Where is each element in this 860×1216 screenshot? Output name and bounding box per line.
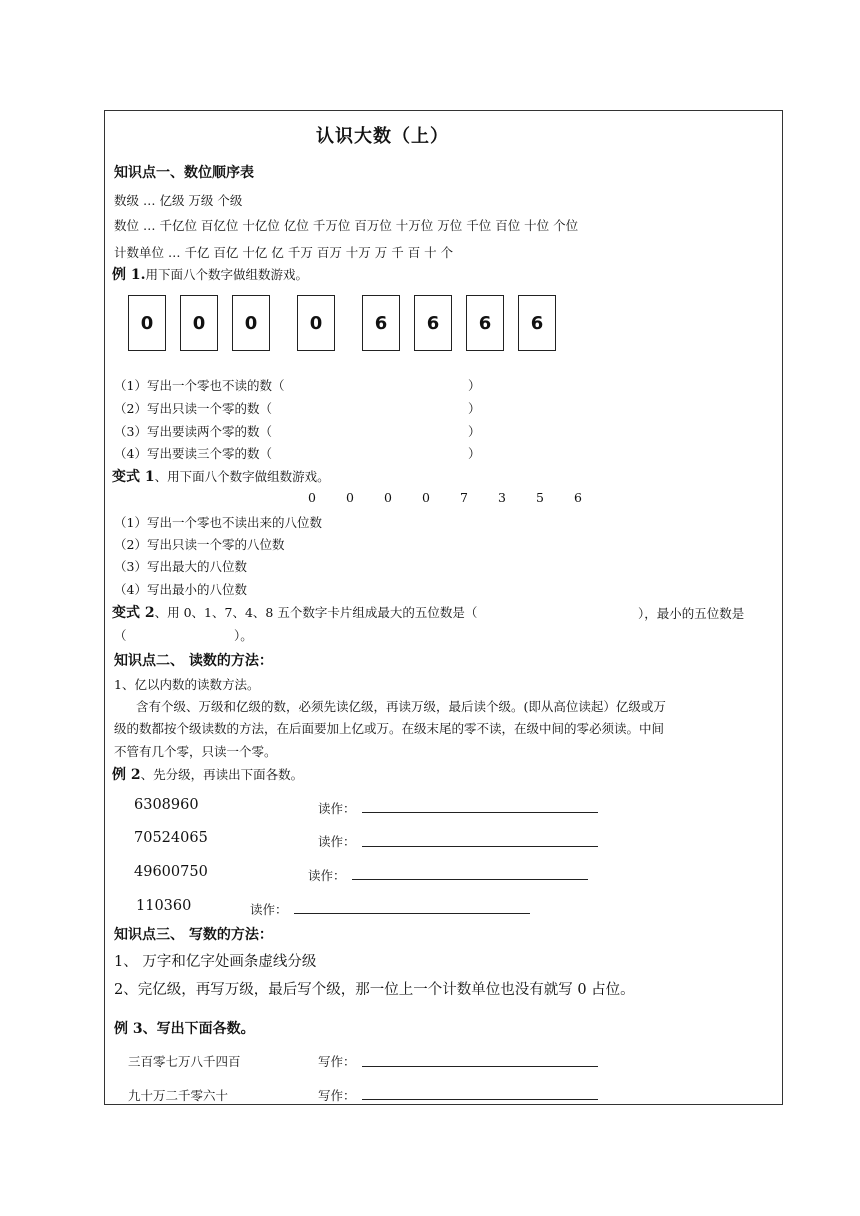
digit: 5 (536, 490, 544, 505)
variant1-line (112, 466, 330, 486)
variant2-text-c: （ (114, 628, 127, 643)
write-label: 写作： (318, 1054, 356, 1069)
variant2-text-b: ），最小的五位数是 (638, 606, 745, 621)
digit-card: 0 (297, 295, 335, 351)
number-words: 三百零七万八千四百 (128, 1054, 241, 1069)
digit: 7 (460, 490, 468, 505)
variant2-line (112, 602, 477, 622)
example1-q1: （1）写出一个零也不读的数（ (114, 378, 285, 393)
read-label: 读作： (250, 902, 288, 917)
example2-line (112, 764, 303, 784)
answer-line[interactable] (362, 846, 598, 847)
digit-card: 0 (232, 295, 270, 351)
example1-q2: （2）写出只读一个零的数（ (114, 401, 272, 416)
section3-heading: 知识点三、 写数的方法： (114, 927, 273, 943)
variant1-q3: （3）写出最大的八位数 (114, 559, 247, 574)
number-to-read: 49600750 (134, 864, 208, 880)
digit: 0 (384, 490, 392, 505)
answer-line[interactable] (294, 913, 530, 914)
variant1-label: 变式 1 (112, 469, 155, 485)
close-paren: ） (468, 401, 481, 416)
answer-line[interactable] (352, 879, 588, 880)
section2-para1: 含有个级、万级和亿级的数，必须先读亿级，再读万级，最后读个级。(即从高位读起）亿级或万 (136, 699, 666, 714)
row-levels: 数级 … 亿级 万级 个级 (114, 193, 243, 208)
close-paren: ） (468, 424, 481, 439)
digit: 6 (574, 490, 582, 505)
variant1-q4: （4）写出最小的八位数 (114, 582, 247, 597)
example1-line (112, 264, 308, 284)
read-label: 读作： (308, 868, 346, 883)
close-paren: ） (468, 378, 481, 393)
section2-para2: 级的数都按个级读数的方法，在后面要加上亿或万。在级末尾的零不读，在级中间的零必须读。中间 (114, 721, 665, 736)
answer-line[interactable] (362, 812, 598, 813)
variant2-text-d: ）。 (234, 628, 253, 643)
example1-q4: （4）写出要读三个零的数（ (114, 446, 272, 461)
number-to-read: 110360 (136, 898, 192, 914)
digit-card: 6 (414, 295, 452, 351)
example3-heading: 例 3、写出下面各数。 (114, 1021, 255, 1037)
section1-heading: 知识点一、数位顺序表 (114, 165, 254, 181)
example2-text: 、先分级，再读出下面各数。 (140, 767, 304, 782)
digit: 0 (422, 490, 430, 505)
digit-card: 6 (466, 295, 504, 351)
digit-card: 6 (362, 295, 400, 351)
read-label: 读作： (318, 834, 356, 849)
digit: 0 (308, 490, 316, 505)
section2-para3: 不管有几个零，只读一个零。 (114, 744, 277, 759)
read-label: 读作： (318, 801, 356, 816)
variant1-q1: （1）写出一个零也不读出来的八位数 (114, 515, 322, 530)
section3-line1: 1、 万字和亿字处画条虚线分级 (114, 954, 317, 970)
section2-sub: 1、亿以内数的读数方法。 (114, 677, 260, 692)
answer-line[interactable] (362, 1099, 598, 1100)
example1-q3: （3）写出要读两个零的数（ (114, 424, 272, 439)
variant1-text: 、用下面八个数字做组数游戏。 (154, 469, 330, 484)
row-places: 数位 … 千亿位 百亿位 十亿位 亿位 千万位 百万位 十万位 万位 千位 百位 十位 个位 (114, 218, 579, 233)
digit-card: 0 (128, 295, 166, 351)
number-words: 九十万二千零六十 (128, 1088, 229, 1103)
section3-line2: 2、完亿级，再写万级，最后写个级，那一位上一个计数单位也没有就写 0 占位。 (114, 982, 635, 998)
digit-cards (128, 295, 568, 353)
digit: 0 (346, 490, 354, 505)
page-title: 认识大数（上） (316, 126, 449, 147)
digit-card: 6 (518, 295, 556, 351)
variant2-label: 变式 2 (112, 605, 155, 621)
answer-line[interactable] (362, 1066, 598, 1067)
variant1-q2: （2）写出只读一个零的八位数 (114, 537, 285, 552)
digit-card: 0 (180, 295, 218, 351)
number-to-read: 6308960 (134, 797, 199, 813)
example2-label: 例 2 (112, 767, 141, 783)
row-units: 计数单位 … 千亿 百亿 十亿 亿 千万 百万 十万 万 千 百 十 个 (114, 245, 454, 260)
section2-heading: 知识点二、 读数的方法： (114, 653, 273, 669)
write-label: 写作： (318, 1088, 356, 1103)
close-paren: ） (468, 446, 481, 461)
number-to-read: 70524065 (134, 830, 208, 846)
variant2-text-a: 、用 0、1、7、4、8 五个数字卡片组成最大的五位数是（ (154, 605, 478, 620)
digit: 3 (498, 490, 506, 505)
example1-label: 例 1. (112, 267, 146, 283)
example1-text: 用下面八个数字做组数游戏。 (145, 267, 309, 282)
